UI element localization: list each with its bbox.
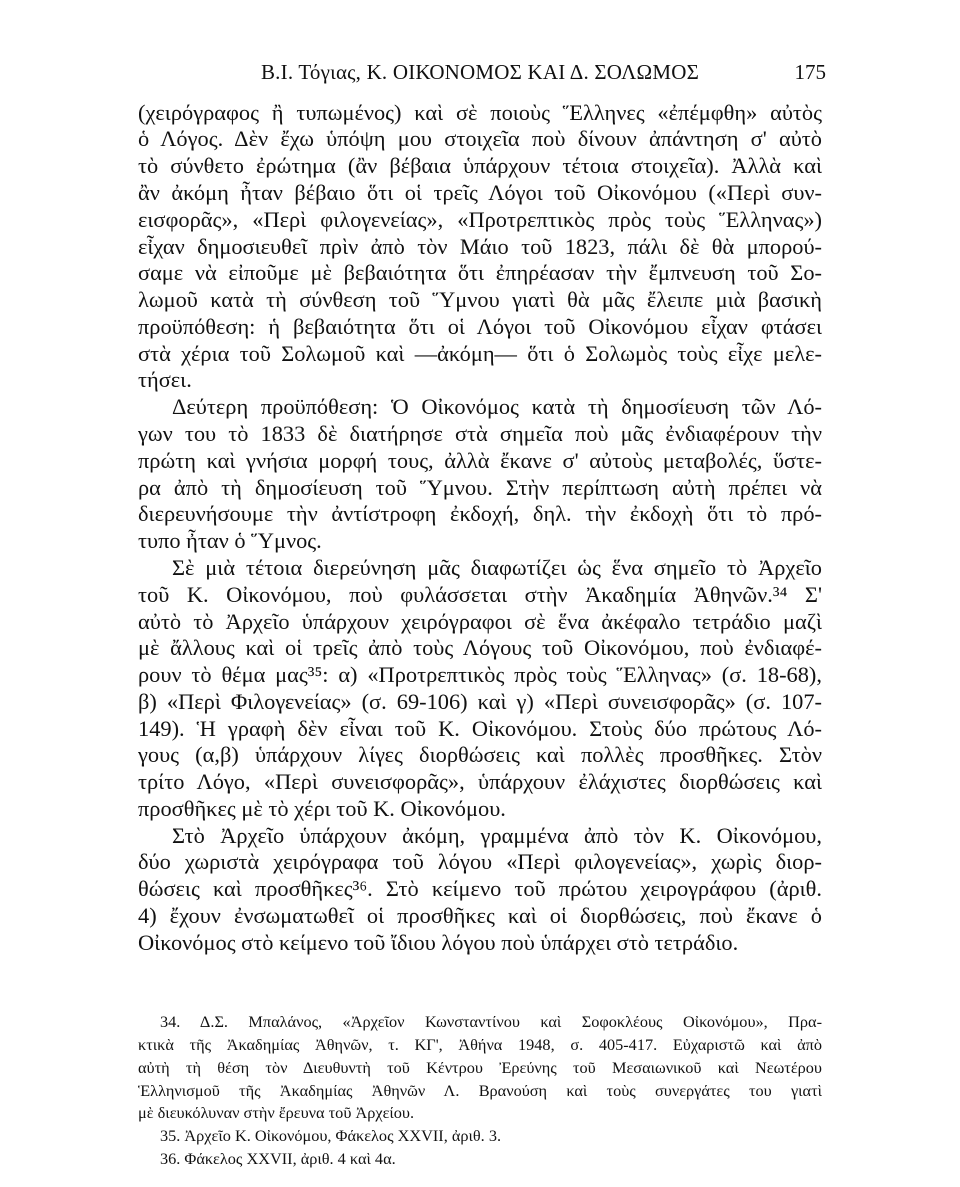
body-line: σαμε νὰ εἰποῦμε μὲ βεβαιότητα ὅτι ἐπηρέασαν τὴν ἔμπνευση τοῦ Σο- (138, 260, 822, 285)
running-head (138, 57, 826, 87)
body-line: γων του τὸ 1833 δὲ διατήρησε στὰ σημεῖα ποὺ μᾶς ἐνδιαφέρουν τὴν (138, 421, 822, 446)
body-line: προσθῆκες μὲ τὸ χέρι τοῦ Κ. Οἰκονόμου. (138, 796, 506, 821)
body-line: τυπο ἦταν ὁ Ὕμνος. (138, 528, 322, 553)
body-line: δύο χωριστὰ χειρόγραφα τοῦ λόγου «Περὶ φιλογενείας», χωρὶς διορ- (138, 849, 822, 874)
body-line: μὲ ἄλλους καὶ οἱ τρεῖς ἀπὸ τοὺς Λόγους τοῦ Οἰκονόμου, ποὺ ἐνδιαφέ- (138, 635, 822, 660)
body-line: λωμοῦ κατὰ τὴ σύνθεση τοῦ Ὕμνου γιατὶ θὰ μᾶς ἔλειπε μιὰ βασικὴ (138, 287, 822, 312)
body-line: Σὲ μιὰ τέτοια διερεύνηση μᾶς διαφωτίζει ὡς ἕνα σημεῖο τὸ Ἀρχεῖο (172, 555, 822, 580)
body-line: 4) ἔχουν ἐνσωματωθεῖ οἱ προσθῆκες καὶ οἱ διορθώσεις, ποὺ ἔκανε ὁ (138, 903, 822, 928)
running-title: Β.Ι. Τόγιας, Κ. ΟΙΚΟΝΟΜΟΣ ΚΑΙ Δ. ΣΟΛΩΜΟΣ (260, 60, 700, 84)
footnote-line: 35. Ἀρχεῖο Κ. Οἰκονόμου, Φάκελος XXVII, ἀριθ. 3. (160, 1126, 502, 1145)
body-line: γους (α,β) ὑπάρχουν λίγες διορθώσεις καὶ πολλὲς προσθῆκες. Στὸν (138, 742, 822, 767)
body-line: τὸ σύνθετο ἐρώτημα (ἂν βέβαια ὑπάρχουν τέτοια στοιχεῖα). Ἀλλὰ καὶ (138, 153, 822, 178)
footnote-line: 36. Φάκελος XXVII, ἀριθ. 4 καὶ 4α. (160, 1149, 396, 1168)
body-line: Στὸ Ἀρχεῖο ὑπάρχουν ἀκόμη, γραμμένα ἀπὸ τὸν Κ. Οἰκονόμου, (172, 823, 822, 848)
body-line: διερευνήσουμε τὴν ἀντίστροφη ἐκδοχή, δηλ. τὴν ἐκδοχὴ ὅτι τὸ πρό- (138, 501, 822, 526)
body-line: (χειρόγραφος ἢ τυπωμένος) καὶ σὲ ποιοὺς Ἕλληνες «ἐπέμφθη» αὐτὸς (138, 100, 822, 125)
body-line: προϋπόθεση: ἡ βεβαιότητα ὅτι οἱ Λόγοι τοῦ Οἰκονόμου εἶχαν φτάσει (138, 314, 822, 339)
body-line: Οἰκονόμος στὸ κείμενο τοῦ ἴδιου λόγου ποὺ ὑπάρχει στὸ τετράδιο. (138, 930, 739, 955)
body-line: 149). Ἡ γραφὴ δὲν εἶναι τοῦ Κ. Οἰκονόμου. Στοὺς δύο πρώτους Λό- (138, 716, 822, 741)
body-line: β) «Περὶ Φιλογενείας» (σ. 69-106) καὶ γ) «Περὶ συνεισφορᾶς» (σ. 107- (138, 689, 822, 714)
footnote-line: μὲ διευκόλυναν στὴν ἔρευνα τοῦ Ἀρχείου. (138, 1103, 415, 1122)
body-line: αὐτὸ τὸ Ἀρχεῖο ὑπάρχουν χειρόγραφοι σὲ ἕνα ἀκέφαλο τετράδιο μαζὶ (138, 609, 822, 634)
body-line: ρα ἀπὸ τὴ δημοσίευση τοῦ Ὕμνου. Στὴν περίπτωση αὐτὴ πρέπει νὰ (138, 475, 822, 500)
body-line: ἂν ἀκόμη ἦταν βέβαιο ὅτι οἱ τρεῖς Λόγοι τοῦ Οἰκονόμου («Περὶ συν- (138, 180, 822, 205)
body-line: ὁ Λόγος. Δὲν ἔχω ὑπόψη μου στοιχεῖα ποὺ δίνουν ἀπάντηση σ' αὐτὸ (138, 126, 822, 151)
footnote-line: αὐτὴ τὴ θέση τὸν Διευθυντὴ τοῦ Κέντρου Ἐρεύνης τοῦ Μεσαιωνικοῦ καὶ Νεωτέρου (138, 1058, 822, 1077)
footnote-line: 34. Δ.Σ. Μπαλάνος, «Ἀρχεῖον Κωνσταντίνου καὶ Σοφοκλέους Οἰκονόμου», Πρα- (160, 1012, 822, 1031)
body-line: τρίτο Λόγο, «Περὶ συνεισφορᾶς», ὑπάρχουν ἐλάχιστες διορθώσεις καὶ (138, 769, 822, 794)
body-line: Δεύτερη προϋπόθεση: Ὁ Οἰκονόμος κατὰ τὴ δημοσίευση τῶν Λό- (172, 394, 822, 419)
body-line: τοῦ Κ. Οἰκονόμου, ποὺ φυλάσσεται στὴν Ἀκαδημία Ἀθηνῶν.³⁴ Σ' (138, 582, 822, 607)
body-line: εἶχαν δημοσιευθεῖ πρὶν ἀπὸ τὸν Μάιο τοῦ 1823, πάλι δὲ θὰ μπορού- (138, 234, 822, 259)
footnote-line: Ἑλληνισμοῦ τῆς Ἀκαδημίας Ἀθηνῶν Λ. Βρανούση καὶ τοὺς συνεργάτες του γιατὶ (138, 1081, 822, 1100)
body-line: πρώτη καὶ γνήσια μορφή τους, ἀλλὰ ἔκανε σ' αὐτοὺς μεταβολές, ὕστε- (138, 448, 822, 473)
body-line: θώσεις καὶ προσθῆκες³⁶. Στὸ κείμενο τοῦ πρώτου χειρογράφου (ἀριθ. (138, 876, 822, 901)
body-line: ρουν τὸ θέμα μας³⁵: α) «Προτρεπτικὸς πρὸς τοὺς Ἕλληνας» (σ. 18-68), (138, 662, 822, 687)
body-line: εισφορᾶς», «Περὶ φιλογενείας», «Προτρεπτικὸς πρὸς τοὺς Ἕλληνας») (138, 207, 822, 232)
body-line: στὰ χέρια τοῦ Σολωμοῦ καὶ —ἀκόμη— ὅτι ὁ Σολωμὸς τοὺς εἶχε μελε- (138, 341, 822, 366)
page-number: 175 (794, 60, 826, 84)
footnote-line: κτικὰ τῆς Ἀκαδημίας Ἀθηνῶν, τ. ΚΓ', Ἀθήνα 1948, σ. 405-417. Εὐχαριστῶ καὶ ἀπὸ (138, 1035, 822, 1054)
body-line: τήσει. (138, 367, 192, 392)
